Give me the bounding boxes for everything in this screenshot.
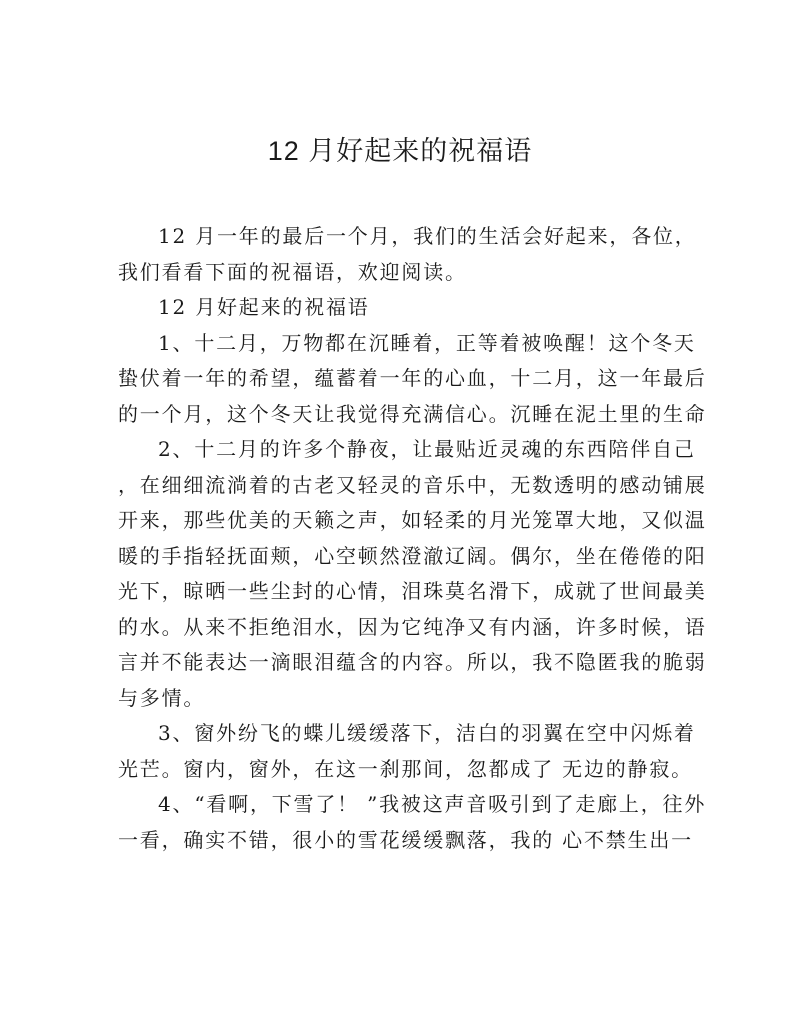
- text-line: 3、窗外纷飞的蝶儿缓缓落下，洁白的羽翼在空中闪烁着: [158, 721, 696, 745]
- text-line: 12 月一年的最后一个月，我们的生活会好起来，各位，: [158, 224, 697, 248]
- text-line: ，在细细流淌着的古老又轻灵的音乐中，无数透明的感动铺展: [118, 472, 707, 497]
- paragraph-intro: [118, 219, 697, 290]
- paragraph-wish-1: [118, 326, 707, 433]
- text-line: 的水。从来不拒绝泪水，因为它纯净又有内涵，许多时候，语: [118, 614, 707, 639]
- paragraph-subheading: [118, 290, 689, 326]
- text-line: 的一个月，这个冬天让我觉得充满信心。沉睡在泥土里的生命: [118, 401, 707, 426]
- text-line: 12 月好起来的祝福语: [158, 295, 370, 319]
- text-line: 4、“看啊，下雪了！ ”我被这声音吸引到了走廊上，往外: [158, 792, 707, 816]
- text-line: 言并不能表达一滴眼泪蕴含的内容。所以，我不隐匿我的脆弱: [118, 650, 707, 674]
- text-line: 我们看看下面的祝福语，欢迎阅读。: [118, 259, 467, 284]
- document-title: 12 月好起来的祝福语: [267, 136, 533, 166]
- paragraph-wish-4: [118, 787, 707, 858]
- text-line: 一看，确实不错，很小的雪花缓缓飘落，我的 心不禁生出一: [118, 827, 693, 852]
- text-line: 与多情。: [118, 685, 206, 710]
- text-line: 蛰伏着一年的希望，蕴蓄着一年的心血，十二月，这一年最后: [118, 366, 707, 390]
- text-line: 光芒。窗内，窗外，在这一刹那间，忽都成了 无边的静寂。: [118, 756, 693, 781]
- text-line: 1、十二月，万物都在沉睡着，正等着被唤醒！这个冬天: [158, 330, 696, 355]
- text-line: 暖的手指轻抚面颊，心空顿然澄澈辽阔。偶尔，坐在倦倦的阳: [118, 543, 707, 568]
- paragraph-wish-2: [118, 432, 707, 716]
- document-body: [118, 219, 707, 858]
- text-line: 光下，晾晒一些尘封的心情，泪珠莫名滑下，成就了世间最美: [118, 579, 707, 603]
- text-line: 开来，那些优美的天籁之声，如轻柔的月光笼罩大地，又似温: [118, 508, 707, 532]
- paragraph-wish-3: [118, 716, 696, 787]
- text-line: 2、十二月的许多个静夜，让最贴近灵魂的东西陪伴自己: [158, 437, 696, 461]
